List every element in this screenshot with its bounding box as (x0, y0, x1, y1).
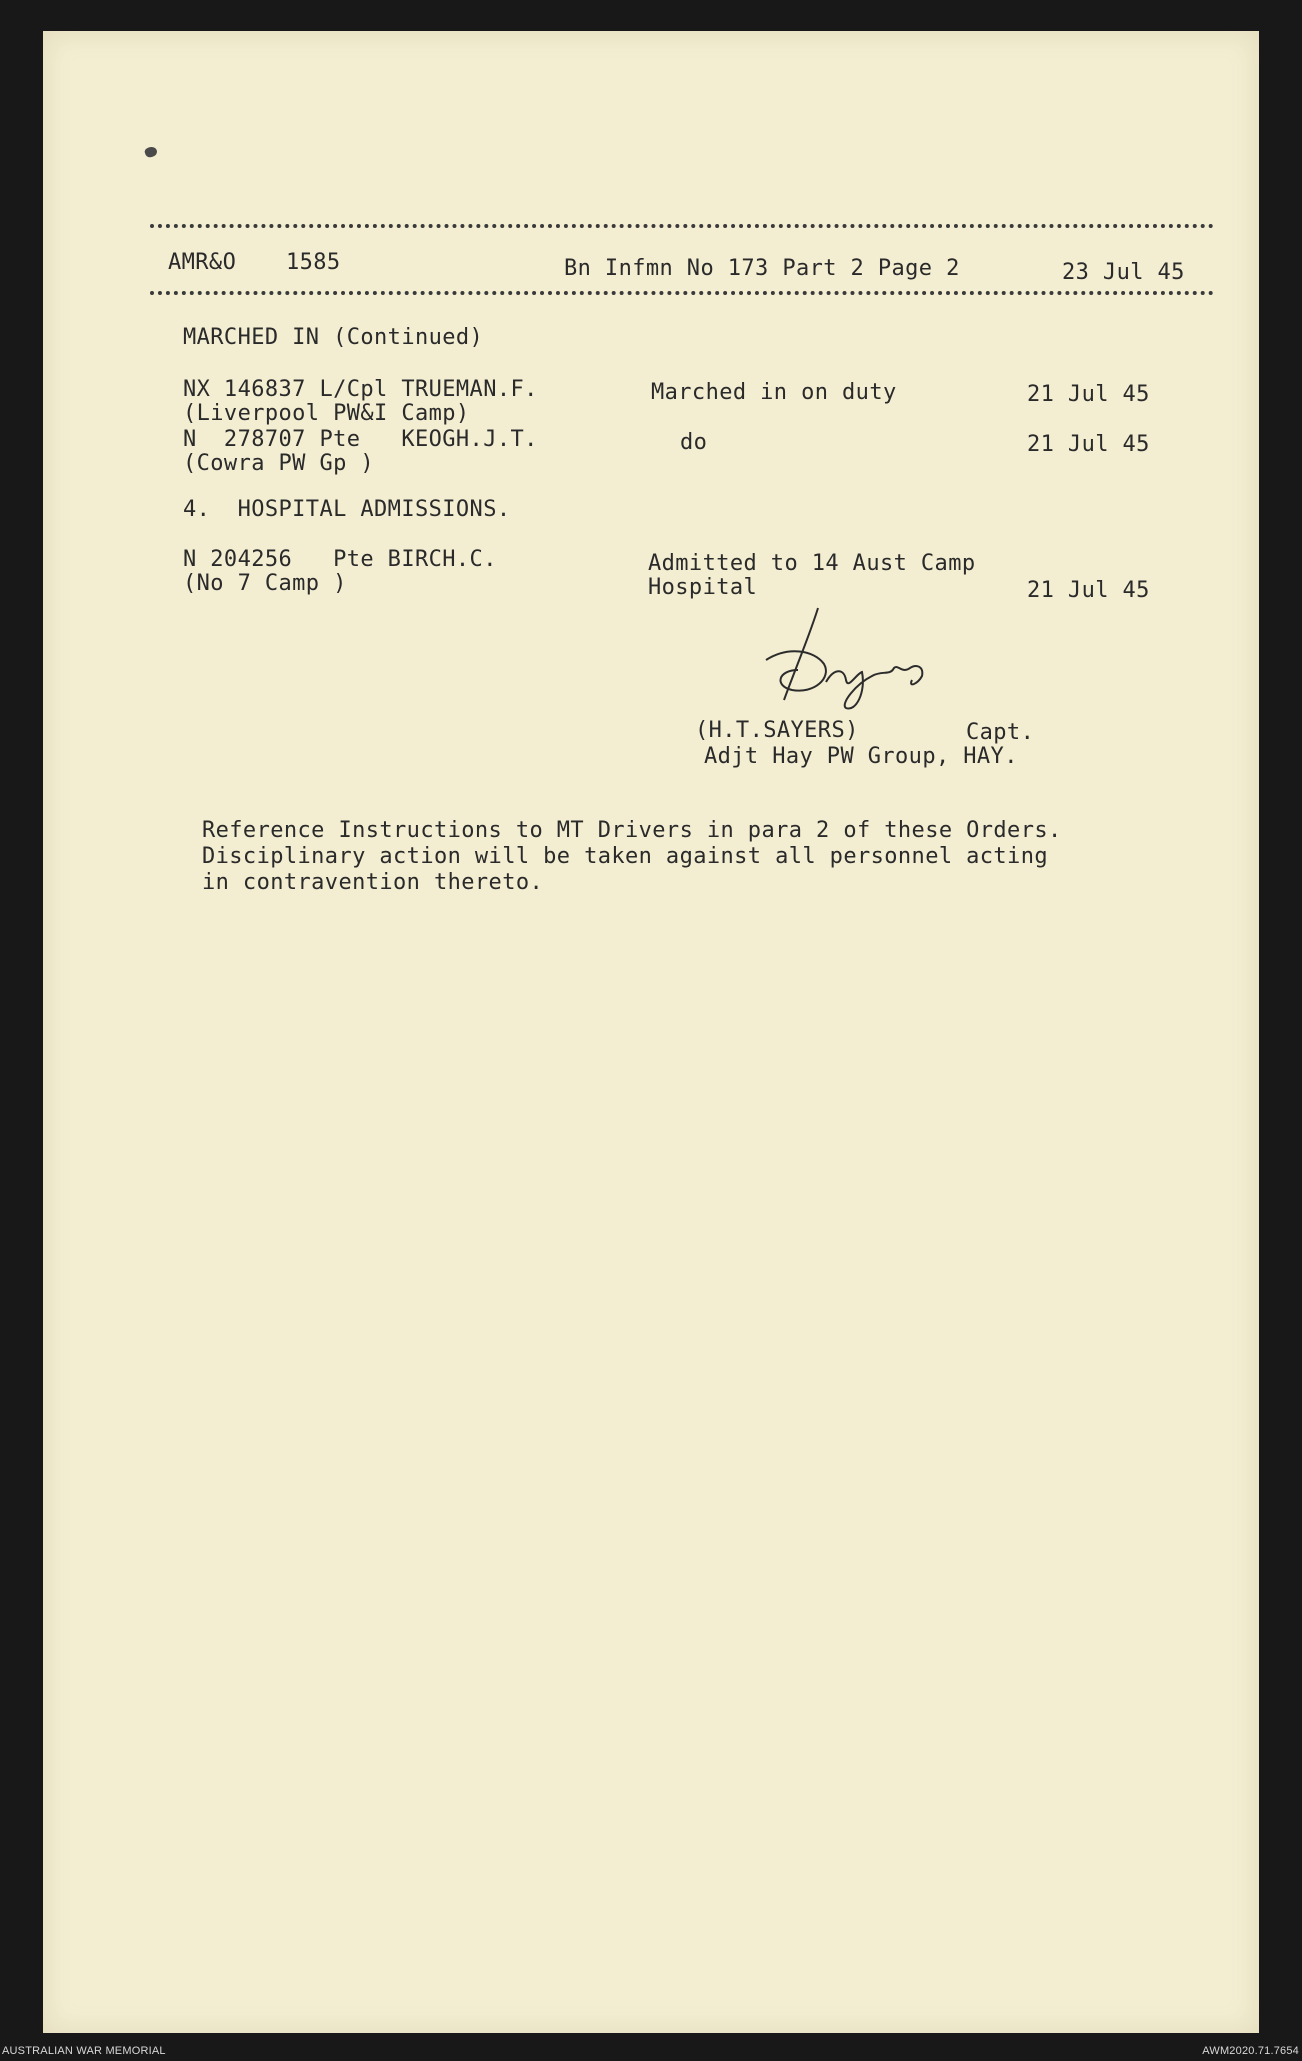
entry-date: 21 Jul 45 (1027, 432, 1150, 457)
entry-remark-line-1: Admitted to 14 Aust Camp (648, 551, 976, 576)
entry-date: 21 Jul 45 (1027, 578, 1150, 603)
bottom-dotted-rule (150, 291, 1214, 295)
entry-unit: (Liverpool PW&I Camp) (183, 401, 470, 426)
marched-in-heading: MARCHED IN (Continued) (183, 325, 484, 350)
note-line-3: in contravention thereto. (202, 870, 544, 895)
entry-unit: (Cowra PW Gp ) (183, 451, 375, 476)
reference-number: 1585 (286, 250, 341, 275)
document-date: 23 Jul 45 (1062, 260, 1185, 285)
entry-remark-line-2: Hospital (648, 575, 758, 600)
entry-unit: (No 7 Camp ) (183, 571, 347, 596)
footer-institution: AUSTRALIAN WAR MEMORIAL (2, 2045, 166, 2057)
note-line-2: Disciplinary action will be taken against all personnel acting (202, 844, 1048, 869)
signatory-rank: Capt. (966, 720, 1035, 745)
entry-service-details: N 278707 Pte KEOGH.J.T. (183, 427, 538, 452)
top-dotted-rule (150, 224, 1214, 228)
entry-service-details: N 204256 Pte BIRCH.C. (183, 547, 497, 572)
signatory-name: (H.T.SAYERS) (695, 718, 859, 743)
entry-remark: do (680, 430, 708, 455)
handwritten-signature (706, 604, 966, 724)
footer-accession-number: AWM2020.71.7654 (1202, 2045, 1299, 2057)
entry-service-details: NX 146837 L/Cpl TRUEMAN.F. (183, 377, 538, 402)
entry-remark: Marched in on duty (651, 380, 897, 405)
hospital-admissions-heading: 4. HOSPITAL ADMISSIONS. (183, 497, 511, 522)
reference-code: AMR&O (168, 250, 237, 275)
signatory-appointment: Adjt Hay PW Group, HAY. (704, 744, 1018, 769)
document-title: Bn Infmn No 173 Part 2 Page 2 (564, 256, 960, 281)
note-line-1: Reference Instructions to MT Drivers in para 2 of these Orders. (202, 818, 1062, 843)
entry-date: 21 Jul 45 (1027, 382, 1150, 407)
